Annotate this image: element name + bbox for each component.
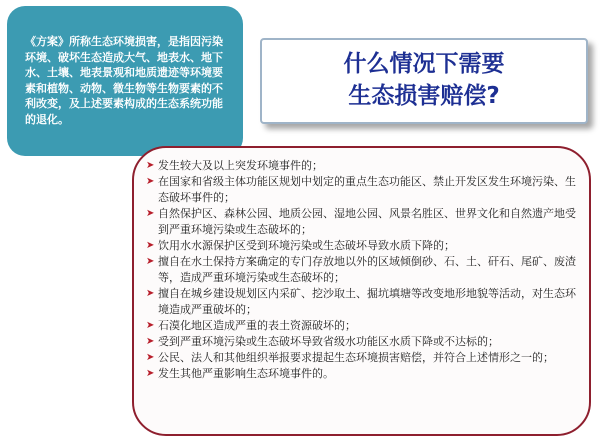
list-item: ➤ 受到严重环境污染或生态破坏导致省级水功能区水质下降或不达标的； (146, 335, 499, 348)
title-box (260, 38, 588, 124)
title-line-1: 什么情况下需要 (343, 51, 505, 77)
triangle-arrow-icon: ➤ (146, 336, 155, 347)
triangle-arrow-icon: ➤ (146, 368, 155, 379)
list-item: ➤ 发生其他严重影响生态环境事件的。 (146, 367, 334, 380)
triangle-arrow-icon: ➤ (146, 160, 155, 171)
triangle-arrow-icon: ➤ (146, 352, 155, 363)
triangle-arrow-icon: ➤ (146, 320, 155, 331)
conditions-list (146, 158, 577, 382)
triangle-arrow-icon: ➤ (146, 256, 155, 267)
definition-text: 《方案》所称生态环境损害，是指因污染环境、破坏生态造成大气、地表水、地下水、土壤、地表景观和地质遗迹等环境要素和植物、动物、微生物等生物要素的不利改变，及上述要素构成的生态系统功能的退化。 (25, 35, 223, 126)
triangle-arrow-icon: ➤ (146, 176, 155, 187)
list-item: ➤ 在国家和省级主体功能区规划中划定的重点生态功能区、禁止开发区发生环境污染、生态破坏事件的； (146, 175, 576, 204)
definition-box (7, 6, 243, 156)
title-line-2: 生态损害赔偿? (348, 83, 500, 109)
triangle-arrow-icon: ➤ (146, 288, 155, 299)
conditions-box (132, 146, 591, 436)
list-item: ➤ 擅自在城乡建设规划区内采矿、挖沙取土、掘坑填塘等改变地形地貌等活动，对生态环境造成严重破坏的； (146, 287, 576, 316)
list-item: ➤ 石漠化地区造成严重的表土资源破坏的； (146, 319, 356, 332)
triangle-arrow-icon: ➤ (146, 240, 155, 251)
list-item: ➤ 饮用水水源保护区受到环境污染或生态破坏导致水质下降的； (146, 239, 455, 252)
list-item: ➤ 公民、法人和其他组织举报要求提起生态环境损害赔偿，并符合上述情形之一的； (146, 351, 554, 364)
list-item: ➤ 擅自在水土保持方案确定的专门存放地以外的区域倾倒砂、石、土、矸石、尾矿、废渣等，造成严重环境污染或生态破坏的； (146, 255, 576, 284)
list-item: ➤ 发生较大及以上突发环境事件的； (146, 159, 323, 172)
triangle-arrow-icon: ➤ (146, 208, 155, 219)
list-item: ➤ 自然保护区、森林公园、地质公园、湿地公园、风景名胜区、世界文化和自然遗产地受到严重环境污染或生态破坏的； (146, 207, 576, 236)
